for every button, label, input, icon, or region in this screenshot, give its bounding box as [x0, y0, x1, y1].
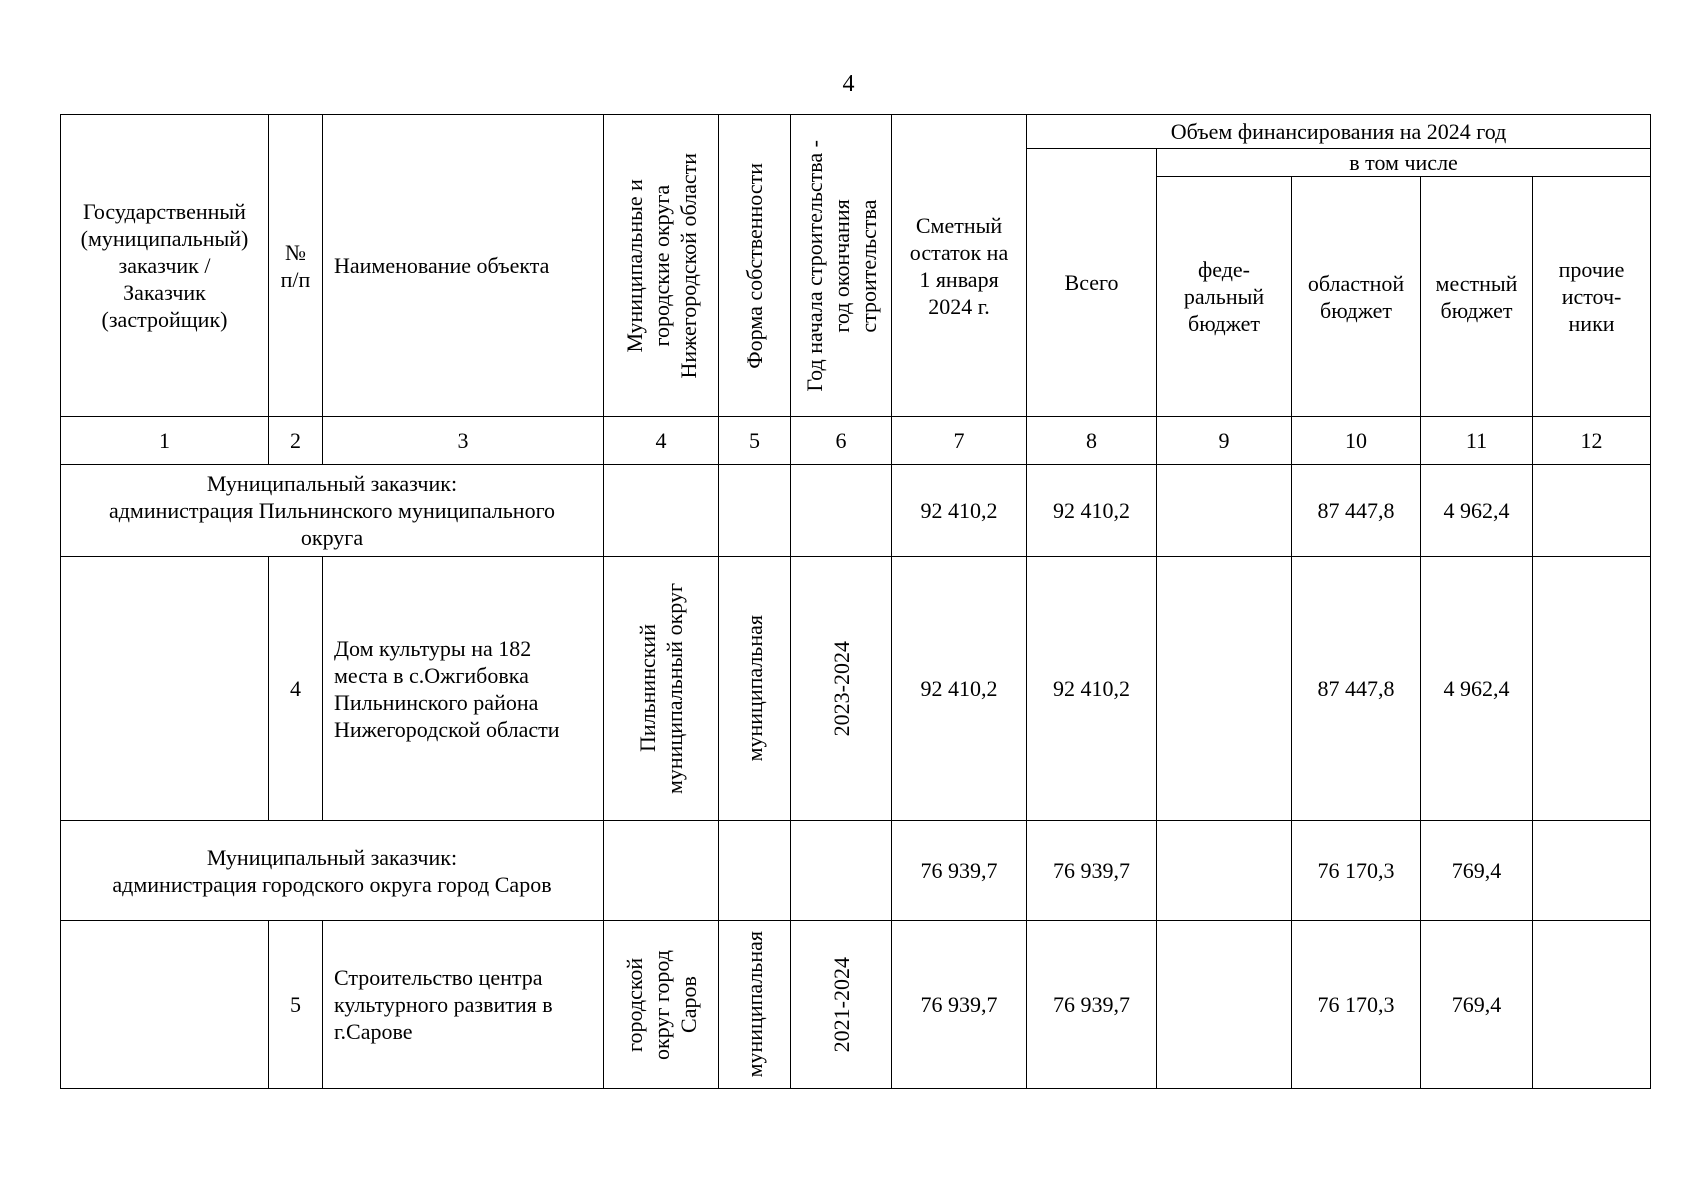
header-regional: областной бюджет	[1292, 177, 1421, 417]
header-ownership	[719, 115, 791, 417]
object-municipal	[604, 557, 719, 821]
object-years	[791, 921, 892, 1089]
object-years-text: 2023-2024	[828, 640, 854, 737]
object-name: Дом культуры на 182 места в с.Ожгибовка Пильнинского района Нижегородской области	[323, 557, 604, 821]
object-regional: 76 170,3	[1292, 921, 1421, 1089]
column-number: 7	[892, 417, 1027, 465]
header-including: в том числе	[1157, 149, 1651, 177]
object-row	[61, 557, 1651, 821]
group-other	[1533, 465, 1651, 557]
object-years-text: 2021-2024	[828, 956, 854, 1053]
column-number: 6	[791, 417, 892, 465]
object-local: 769,4	[1421, 921, 1533, 1089]
column-number: 2	[269, 417, 323, 465]
header-federal: феде- ральный бюджет	[1157, 177, 1292, 417]
object-other	[1533, 921, 1651, 1089]
header-other: прочие источ- ники	[1533, 177, 1651, 417]
object-ownership	[719, 921, 791, 1089]
group-federal	[1157, 821, 1292, 921]
header-object-name: Наименование объекта	[323, 115, 604, 417]
column-number: 5	[719, 417, 791, 465]
group-total: 76 939,7	[1027, 821, 1157, 921]
group-regional: 76 170,3	[1292, 821, 1421, 921]
group-total: 92 410,2	[1027, 465, 1157, 557]
group-federal	[1157, 465, 1292, 557]
object-local: 4 962,4	[1421, 557, 1533, 821]
group-customer: Муниципальный заказчик: администрация Пильнинского муниципального округа	[61, 465, 604, 557]
group-local: 769,4	[1421, 821, 1533, 921]
empty-cell	[719, 465, 791, 557]
group-balance: 76 939,7	[892, 821, 1027, 921]
column-numbers-row	[61, 417, 1651, 465]
header-years-text: Год начала строительства - год окончания строительства	[801, 139, 881, 392]
object-num: 4	[269, 557, 323, 821]
group-other	[1533, 821, 1651, 921]
group-customer: Муниципальный заказчик: администрация городского округа город Саров	[61, 821, 604, 921]
header-years	[791, 115, 892, 417]
object-ownership-text: муниципальная	[742, 615, 767, 762]
group-regional: 87 447,8	[1292, 465, 1421, 557]
object-other	[1533, 557, 1651, 821]
header-balance: Сметный остаток на 1 января 2024 г.	[892, 115, 1027, 417]
header-customer: Государственный (муниципальный) заказчик / Заказчик (застройщик)	[61, 115, 269, 417]
group-balance: 92 410,2	[892, 465, 1027, 557]
column-number: 10	[1292, 417, 1421, 465]
header-local: местный бюджет	[1421, 177, 1533, 417]
object-num: 5	[269, 921, 323, 1089]
customer-group-row	[61, 821, 1651, 921]
object-name: Строительство центра культурного развития в г.Сарове	[323, 921, 604, 1089]
object-total: 76 939,7	[1027, 921, 1157, 1089]
header-financing: Объем финансирования на 2024 год	[1027, 115, 1651, 149]
empty-cell	[791, 821, 892, 921]
column-number: 4	[604, 417, 719, 465]
header-total: Всего	[1027, 149, 1157, 417]
empty-cell	[604, 821, 719, 921]
column-number: 11	[1421, 417, 1533, 465]
empty-cell	[604, 465, 719, 557]
object-ownership	[719, 557, 791, 821]
object-total: 92 410,2	[1027, 557, 1157, 821]
header-municipal-text: Муниципальные и городские округа Нижегородской области	[621, 152, 701, 379]
header-municipal	[604, 115, 719, 417]
customer-group-row	[61, 465, 1651, 557]
header-num: № п/п	[269, 115, 323, 417]
column-number: 9	[1157, 417, 1292, 465]
column-number: 12	[1533, 417, 1651, 465]
financing-table	[60, 114, 1651, 1089]
object-regional: 87 447,8	[1292, 557, 1421, 821]
object-years	[791, 557, 892, 821]
column-number: 3	[323, 417, 604, 465]
empty-cell	[61, 557, 269, 821]
object-federal	[1157, 557, 1292, 821]
object-federal	[1157, 921, 1292, 1089]
empty-cell	[791, 465, 892, 557]
header-ownership-text: Форма собственности	[742, 162, 767, 369]
object-municipal-text: Пильнинский муниципальный округ	[635, 582, 687, 794]
group-local: 4 962,4	[1421, 465, 1533, 557]
column-number: 8	[1027, 417, 1157, 465]
empty-cell	[61, 921, 269, 1089]
object-balance: 76 939,7	[892, 921, 1027, 1089]
object-municipal-text: городской округ город Саров	[621, 949, 701, 1060]
page-number: 4	[842, 71, 855, 97]
object-balance: 92 410,2	[892, 557, 1027, 821]
object-row	[61, 921, 1651, 1089]
header-row	[61, 115, 1651, 149]
object-ownership-text: муниципальная	[742, 931, 767, 1078]
empty-cell	[719, 821, 791, 921]
column-number: 1	[61, 417, 269, 465]
object-municipal	[604, 921, 719, 1089]
